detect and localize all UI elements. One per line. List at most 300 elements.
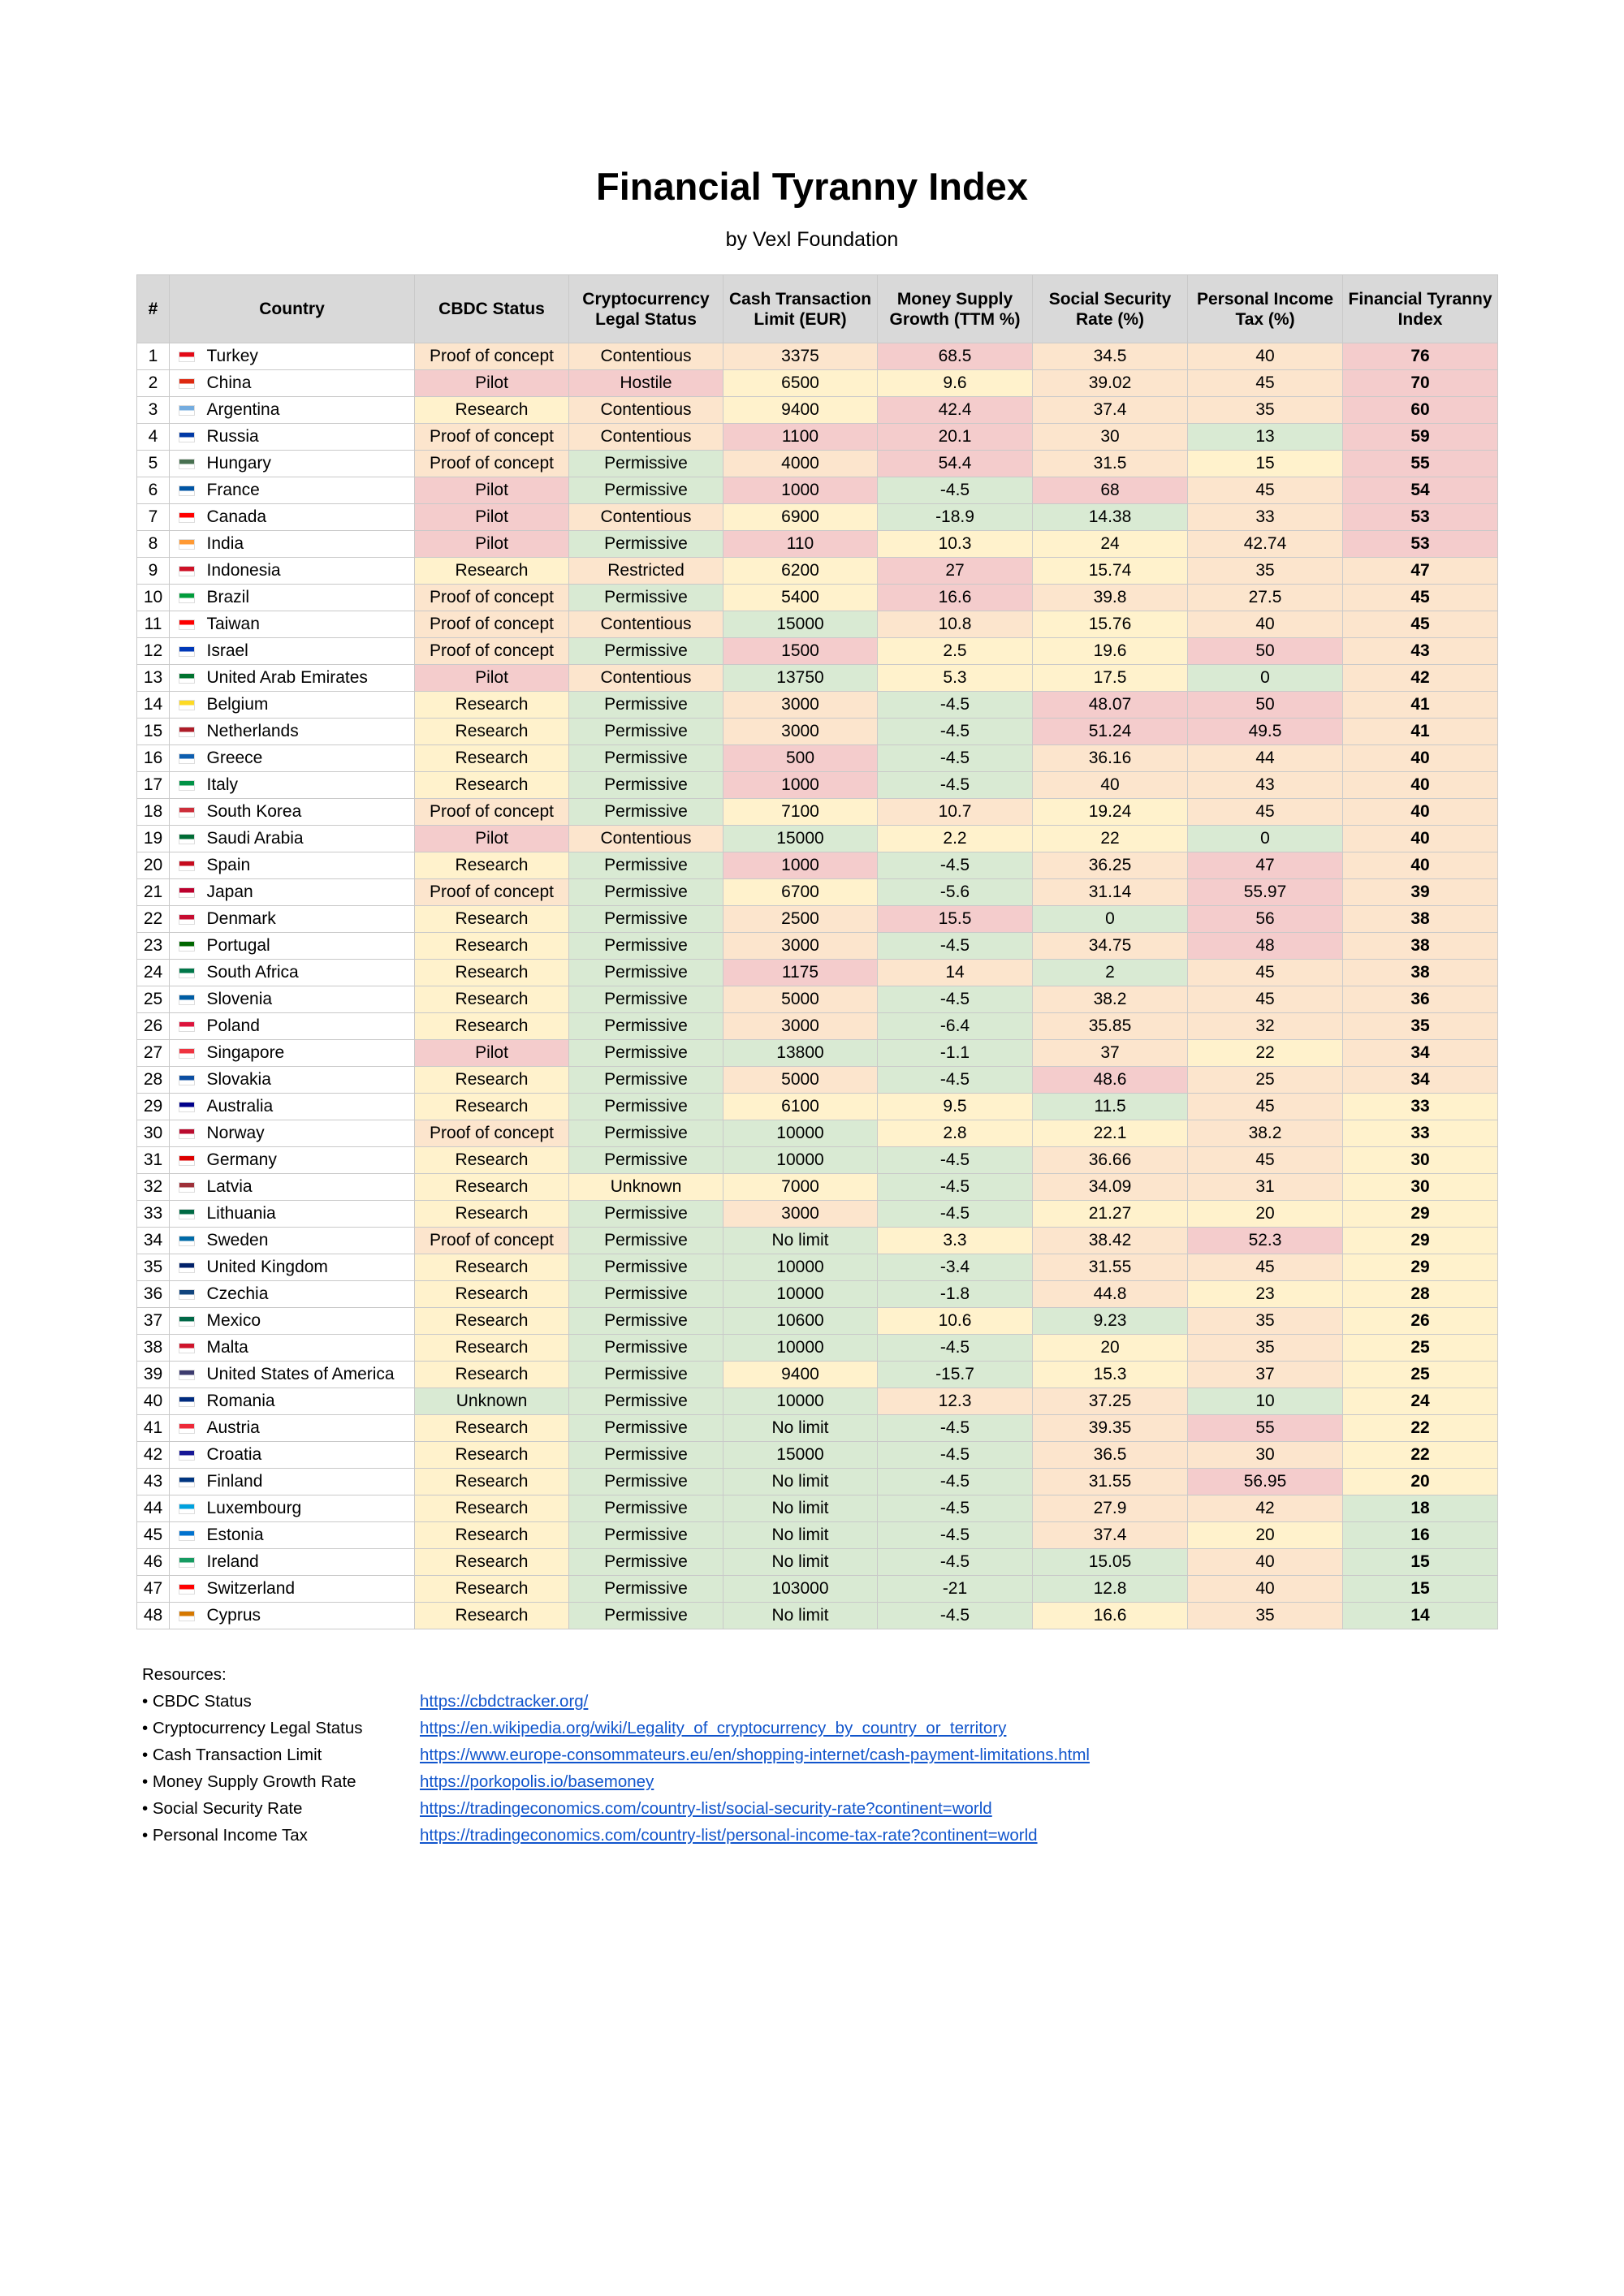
row-social-security: 17.5: [1033, 665, 1188, 692]
row-money-supply: 10.3: [878, 531, 1033, 558]
row-money-supply: -3.4: [878, 1254, 1033, 1281]
row-flag-cell: [170, 772, 204, 799]
row-rank: 11: [137, 611, 170, 638]
row-social-security: 38.2: [1033, 986, 1188, 1013]
row-cash-limit: 10000: [723, 1120, 878, 1147]
row-social-security: 48.07: [1033, 692, 1188, 719]
row-tyranny-index: 38: [1343, 906, 1498, 933]
row-flag-cell: [170, 1254, 204, 1281]
row-income-tax: 27.5: [1188, 585, 1343, 611]
flag-icon: [179, 700, 195, 710]
row-cash-limit: 5400: [723, 585, 878, 611]
row-cbdc-status: Pilot: [415, 477, 569, 504]
row-cash-limit: 3000: [723, 1201, 878, 1228]
row-country: Finland: [204, 1469, 415, 1495]
row-country: Germany: [204, 1147, 415, 1174]
table-row: [137, 1362, 1498, 1388]
row-cash-limit: 10600: [723, 1308, 878, 1335]
row-rank: 48: [137, 1603, 170, 1629]
row-flag-cell: [170, 1067, 204, 1094]
row-cbdc-status: Pilot: [415, 370, 569, 397]
row-money-supply: 68.5: [878, 343, 1033, 370]
row-crypto-status: Restricted: [569, 558, 723, 585]
row-cash-limit: 4000: [723, 451, 878, 477]
flag-icon: [179, 352, 195, 362]
row-rank: 2: [137, 370, 170, 397]
row-social-security: 39.02: [1033, 370, 1188, 397]
row-tyranny-index: 60: [1343, 397, 1498, 424]
row-flag-cell: [170, 1522, 204, 1549]
resource-label: • Personal Income Tax: [142, 1826, 308, 1845]
header-crypto-legal-status: Cryptocurrency Legal Status: [569, 275, 723, 343]
resource-item: [142, 1741, 1090, 1768]
row-social-security: 36.16: [1033, 745, 1188, 772]
resource-link[interactable]: https://www.europe-consommateurs.eu/en/shopping-internet/cash-payment-limitations.html: [420, 1746, 1090, 1764]
row-money-supply: 15.5: [878, 906, 1033, 933]
row-cash-limit: 7000: [723, 1174, 878, 1201]
row-rank: 15: [137, 719, 170, 745]
flag-icon: [179, 1155, 195, 1166]
row-cash-limit: 13750: [723, 665, 878, 692]
row-cash-limit: 3000: [723, 719, 878, 745]
row-money-supply: -4.5: [878, 719, 1033, 745]
table-row: [137, 1174, 1498, 1201]
row-cash-limit: No limit: [723, 1469, 878, 1495]
header-rank: #: [137, 275, 170, 343]
row-cash-limit: 6700: [723, 879, 878, 906]
table-row: [137, 799, 1498, 826]
row-cbdc-status: Proof of concept: [415, 638, 569, 665]
row-flag-cell: [170, 906, 204, 933]
row-cbdc-status: Proof of concept: [415, 451, 569, 477]
table-row: [137, 719, 1498, 745]
row-cash-limit: No limit: [723, 1522, 878, 1549]
row-rank: 4: [137, 424, 170, 451]
flag-icon: [179, 1370, 195, 1380]
row-tyranny-index: 29: [1343, 1254, 1498, 1281]
resource-link[interactable]: https://tradingeconomics.com/country-list/personal-income-tax-rate?continent=world: [420, 1826, 1038, 1845]
row-money-supply: 9.5: [878, 1094, 1033, 1120]
row-social-security: 16.6: [1033, 1603, 1188, 1629]
row-rank: 36: [137, 1281, 170, 1308]
row-country: Austria: [204, 1415, 415, 1442]
flag-icon: [179, 834, 195, 844]
row-tyranny-index: 53: [1343, 531, 1498, 558]
flag-icon: [179, 1504, 195, 1514]
table-row: [137, 1281, 1498, 1308]
row-rank: 30: [137, 1120, 170, 1147]
row-cash-limit: 3000: [723, 1013, 878, 1040]
row-money-supply: -4.5: [878, 477, 1033, 504]
flag-icon: [179, 432, 195, 442]
row-money-supply: -1.1: [878, 1040, 1033, 1067]
row-tyranny-index: 29: [1343, 1201, 1498, 1228]
row-cbdc-status: Research: [415, 1522, 569, 1549]
row-money-supply: -4.5: [878, 1603, 1033, 1629]
row-income-tax: 37: [1188, 1362, 1343, 1388]
table-row: [137, 370, 1498, 397]
row-income-tax: 33: [1188, 504, 1343, 531]
row-income-tax: 20: [1188, 1201, 1343, 1228]
row-crypto-status: Permissive: [569, 1228, 723, 1254]
row-flag-cell: [170, 370, 204, 397]
table-row: [137, 343, 1498, 370]
row-cbdc-status: Proof of concept: [415, 1120, 569, 1147]
row-money-supply: 5.3: [878, 665, 1033, 692]
row-cash-limit: 5000: [723, 986, 878, 1013]
row-crypto-status: Permissive: [569, 799, 723, 826]
row-crypto-status: Permissive: [569, 933, 723, 960]
row-crypto-status: Permissive: [569, 1040, 723, 1067]
row-cbdc-status: Research: [415, 852, 569, 879]
row-tyranny-index: 33: [1343, 1120, 1498, 1147]
row-cash-limit: 15000: [723, 826, 878, 852]
row-cbdc-status: Pilot: [415, 504, 569, 531]
row-tyranny-index: 76: [1343, 343, 1498, 370]
row-income-tax: 35: [1188, 1603, 1343, 1629]
row-cbdc-status: Research: [415, 906, 569, 933]
row-flag-cell: [170, 1335, 204, 1362]
row-cash-limit: 3000: [723, 692, 878, 719]
row-tyranny-index: 59: [1343, 424, 1498, 451]
row-tyranny-index: 41: [1343, 719, 1498, 745]
row-rank: 9: [137, 558, 170, 585]
table-header-row: [137, 275, 1498, 343]
row-cash-limit: 103000: [723, 1576, 878, 1603]
row-rank: 47: [137, 1576, 170, 1603]
row-income-tax: 52.3: [1188, 1228, 1343, 1254]
row-cash-limit: 10000: [723, 1335, 878, 1362]
row-income-tax: 31: [1188, 1174, 1343, 1201]
row-country: Brazil: [204, 585, 415, 611]
row-flag-cell: [170, 852, 204, 879]
resource-item: [142, 1688, 1090, 1715]
row-tyranny-index: 30: [1343, 1147, 1498, 1174]
row-tyranny-index: 15: [1343, 1549, 1498, 1576]
row-crypto-status: Permissive: [569, 745, 723, 772]
row-cash-limit: 3000: [723, 933, 878, 960]
resource-item: [142, 1768, 1090, 1795]
flag-icon: [179, 1557, 195, 1568]
row-tyranny-index: 55: [1343, 451, 1498, 477]
row-flag-cell: [170, 1201, 204, 1228]
row-cbdc-status: Research: [415, 1576, 569, 1603]
row-rank: 35: [137, 1254, 170, 1281]
flag-icon: [179, 1021, 195, 1032]
row-money-supply: -4.5: [878, 1469, 1033, 1495]
row-country: Italy: [204, 772, 415, 799]
row-tyranny-index: 35: [1343, 1013, 1498, 1040]
row-money-supply: -21: [878, 1576, 1033, 1603]
row-rank: 44: [137, 1495, 170, 1522]
row-flag-cell: [170, 477, 204, 504]
table-row: [137, 1254, 1498, 1281]
row-country: Malta: [204, 1335, 415, 1362]
row-cbdc-status: Research: [415, 745, 569, 772]
page-subtitle: by Vexl Foundation: [725, 228, 899, 251]
row-country: Singapore: [204, 1040, 415, 1067]
flag-icon: [179, 1102, 195, 1112]
table-row: [137, 477, 1498, 504]
row-rank: 40: [137, 1388, 170, 1415]
row-crypto-status: Permissive: [569, 1522, 723, 1549]
row-cbdc-status: Research: [415, 1362, 569, 1388]
flag-icon: [179, 1477, 195, 1487]
row-income-tax: 38.2: [1188, 1120, 1343, 1147]
row-money-supply: 2.2: [878, 826, 1033, 852]
row-money-supply: -15.7: [878, 1362, 1033, 1388]
row-social-security: 68: [1033, 477, 1188, 504]
row-crypto-status: Permissive: [569, 879, 723, 906]
row-country: Japan: [204, 879, 415, 906]
row-social-security: 14.38: [1033, 504, 1188, 531]
row-money-supply: -4.5: [878, 1174, 1033, 1201]
row-tyranny-index: 16: [1343, 1522, 1498, 1549]
table-row: [137, 1495, 1498, 1522]
row-money-supply: 9.6: [878, 370, 1033, 397]
row-income-tax: 40: [1188, 1549, 1343, 1576]
row-cash-limit: 1175: [723, 960, 878, 986]
row-cash-limit: 9400: [723, 1362, 878, 1388]
row-crypto-status: Permissive: [569, 719, 723, 745]
row-cash-limit: 7100: [723, 799, 878, 826]
row-income-tax: 49.5: [1188, 719, 1343, 745]
resource-link[interactable]: https://tradingeconomics.com/country-list/social-security-rate?continent=world: [420, 1799, 992, 1818]
row-flag-cell: [170, 1469, 204, 1495]
flag-icon: [179, 727, 195, 737]
row-cbdc-status: Research: [415, 1469, 569, 1495]
row-income-tax: 45: [1188, 960, 1343, 986]
row-crypto-status: Permissive: [569, 1308, 723, 1335]
row-rank: 29: [137, 1094, 170, 1120]
row-country: United Kingdom: [204, 1254, 415, 1281]
header-country: Country: [170, 275, 415, 343]
row-crypto-status: Permissive: [569, 1495, 723, 1522]
row-flag-cell: [170, 665, 204, 692]
row-social-security: 36.5: [1033, 1442, 1188, 1469]
flag-icon: [179, 1075, 195, 1085]
row-rank: 41: [137, 1415, 170, 1442]
row-country: Australia: [204, 1094, 415, 1120]
row-rank: 27: [137, 1040, 170, 1067]
row-country: South Korea: [204, 799, 415, 826]
row-cbdc-status: Research: [415, 1174, 569, 1201]
row-cbdc-status: Proof of concept: [415, 879, 569, 906]
row-income-tax: 43: [1188, 772, 1343, 799]
row-social-security: 37.4: [1033, 1522, 1188, 1549]
row-income-tax: 48: [1188, 933, 1343, 960]
row-crypto-status: Permissive: [569, 1549, 723, 1576]
flag-icon: [179, 1236, 195, 1246]
row-money-supply: 20.1: [878, 424, 1033, 451]
row-crypto-status: Permissive: [569, 451, 723, 477]
row-country: Indonesia: [204, 558, 415, 585]
row-country: United Arab Emirates: [204, 665, 415, 692]
row-cbdc-status: Research: [415, 960, 569, 986]
row-income-tax: 35: [1188, 1308, 1343, 1335]
row-country: Lithuania: [204, 1201, 415, 1228]
row-cash-limit: 1500: [723, 638, 878, 665]
row-country: Portugal: [204, 933, 415, 960]
row-rank: 45: [137, 1522, 170, 1549]
row-flag-cell: [170, 1013, 204, 1040]
row-crypto-status: Contentious: [569, 343, 723, 370]
row-crypto-status: Permissive: [569, 1094, 723, 1120]
row-country: Turkey: [204, 343, 415, 370]
table-row: [137, 558, 1498, 585]
row-social-security: 34.5: [1033, 343, 1188, 370]
row-flag-cell: [170, 745, 204, 772]
row-cbdc-status: Research: [415, 1147, 569, 1174]
row-cash-limit: 10000: [723, 1254, 878, 1281]
row-tyranny-index: 24: [1343, 1388, 1498, 1415]
row-social-security: 40: [1033, 772, 1188, 799]
flag-icon: [179, 405, 195, 416]
row-rank: 18: [137, 799, 170, 826]
row-rank: 17: [137, 772, 170, 799]
row-crypto-status: Permissive: [569, 1388, 723, 1415]
row-flag-cell: [170, 1362, 204, 1388]
row-flag-cell: [170, 826, 204, 852]
row-crypto-status: Permissive: [569, 692, 723, 719]
row-income-tax: 50: [1188, 692, 1343, 719]
row-crypto-status: Unknown: [569, 1174, 723, 1201]
resources-heading: Resources:: [142, 1665, 227, 1684]
resource-link[interactable]: https://cbdctracker.org/: [420, 1692, 589, 1711]
row-tyranny-index: 20: [1343, 1469, 1498, 1495]
row-tyranny-index: 26: [1343, 1308, 1498, 1335]
row-crypto-status: Permissive: [569, 477, 723, 504]
row-rank: 7: [137, 504, 170, 531]
row-income-tax: 22: [1188, 1040, 1343, 1067]
row-country: Romania: [204, 1388, 415, 1415]
row-income-tax: 45: [1188, 1094, 1343, 1120]
header-tyranny-index: Financial Tyranny Index: [1343, 275, 1498, 343]
flag-icon: [179, 1182, 195, 1193]
flag-icon: [179, 459, 195, 469]
row-country: Slovakia: [204, 1067, 415, 1094]
row-flag-cell: [170, 638, 204, 665]
row-tyranny-index: 14: [1343, 1603, 1498, 1629]
row-country: South Africa: [204, 960, 415, 986]
row-money-supply: -6.4: [878, 1013, 1033, 1040]
resource-link[interactable]: https://en.wikipedia.org/wiki/Legality_of_cryptocurrency_by_country_or_territory: [420, 1719, 1007, 1737]
row-money-supply: -4.5: [878, 745, 1033, 772]
table-row: [137, 879, 1498, 906]
row-social-security: 24: [1033, 531, 1188, 558]
row-tyranny-index: 22: [1343, 1415, 1498, 1442]
row-crypto-status: Permissive: [569, 1576, 723, 1603]
table-row: [137, 1388, 1498, 1415]
row-money-supply: -5.6: [878, 879, 1033, 906]
row-cash-limit: 6100: [723, 1094, 878, 1120]
row-tyranny-index: 40: [1343, 799, 1498, 826]
row-crypto-status: Contentious: [569, 665, 723, 692]
table-row: [137, 451, 1498, 477]
table-row: [137, 1067, 1498, 1094]
row-income-tax: 50: [1188, 638, 1343, 665]
row-income-tax: 45: [1188, 370, 1343, 397]
page-title: Financial Tyranny Index: [596, 165, 1028, 208]
row-money-supply: -4.5: [878, 986, 1033, 1013]
row-income-tax: 45: [1188, 477, 1343, 504]
row-social-security: 39.8: [1033, 585, 1188, 611]
row-money-supply: -4.5: [878, 1335, 1033, 1362]
resource-link[interactable]: https://porkopolis.io/basemoney: [420, 1772, 654, 1791]
row-cbdc-status: Research: [415, 1495, 569, 1522]
row-social-security: 27.9: [1033, 1495, 1188, 1522]
table-row: [137, 638, 1498, 665]
row-flag-cell: [170, 719, 204, 745]
flag-icon: [179, 378, 195, 389]
resource-label: • CBDC Status: [142, 1692, 252, 1711]
row-social-security: 12.8: [1033, 1576, 1188, 1603]
row-rank: 3: [137, 397, 170, 424]
flag-icon: [179, 593, 195, 603]
row-income-tax: 40: [1188, 343, 1343, 370]
row-country: Israel: [204, 638, 415, 665]
row-cbdc-status: Research: [415, 1254, 569, 1281]
row-rank: 16: [137, 745, 170, 772]
row-flag-cell: [170, 451, 204, 477]
row-tyranny-index: 40: [1343, 745, 1498, 772]
header-cbdc-status: CBDC Status: [415, 275, 569, 343]
row-flag-cell: [170, 558, 204, 585]
row-flag-cell: [170, 1174, 204, 1201]
row-cash-limit: 110: [723, 531, 878, 558]
row-country: China: [204, 370, 415, 397]
table-row: [137, 1201, 1498, 1228]
row-income-tax: 20: [1188, 1522, 1343, 1549]
row-money-supply: -4.5: [878, 1147, 1033, 1174]
row-money-supply: 27: [878, 558, 1033, 585]
resource-label: • Social Security Rate: [142, 1799, 303, 1818]
row-country: Hungary: [204, 451, 415, 477]
row-money-supply: -4.5: [878, 852, 1033, 879]
table-row: [137, 1013, 1498, 1040]
row-rank: 39: [137, 1362, 170, 1388]
row-money-supply: -4.5: [878, 1415, 1033, 1442]
row-money-supply: 42.4: [878, 397, 1033, 424]
row-social-security: 9.23: [1033, 1308, 1188, 1335]
table-row: [137, 1442, 1498, 1469]
row-cash-limit: 3375: [723, 343, 878, 370]
row-flag-cell: [170, 611, 204, 638]
row-income-tax: 42: [1188, 1495, 1343, 1522]
row-money-supply: -4.5: [878, 772, 1033, 799]
row-crypto-status: Permissive: [569, 1254, 723, 1281]
row-money-supply: -4.5: [878, 692, 1033, 719]
row-tyranny-index: 41: [1343, 692, 1498, 719]
row-social-security: 15.76: [1033, 611, 1188, 638]
flag-icon: [179, 1209, 195, 1219]
row-crypto-status: Permissive: [569, 638, 723, 665]
row-flag-cell: [170, 879, 204, 906]
row-tyranny-index: 25: [1343, 1335, 1498, 1362]
row-social-security: 34.09: [1033, 1174, 1188, 1201]
row-flag-cell: [170, 1576, 204, 1603]
row-crypto-status: Permissive: [569, 986, 723, 1013]
row-cbdc-status: Proof of concept: [415, 799, 569, 826]
flag-icon: [179, 968, 195, 978]
row-social-security: 36.66: [1033, 1147, 1188, 1174]
row-tyranny-index: 38: [1343, 933, 1498, 960]
table-row: [137, 1228, 1498, 1254]
row-social-security: 20: [1033, 1335, 1188, 1362]
row-social-security: 39.35: [1033, 1415, 1188, 1442]
table-row: [137, 960, 1498, 986]
row-country: Saudi Arabia: [204, 826, 415, 852]
